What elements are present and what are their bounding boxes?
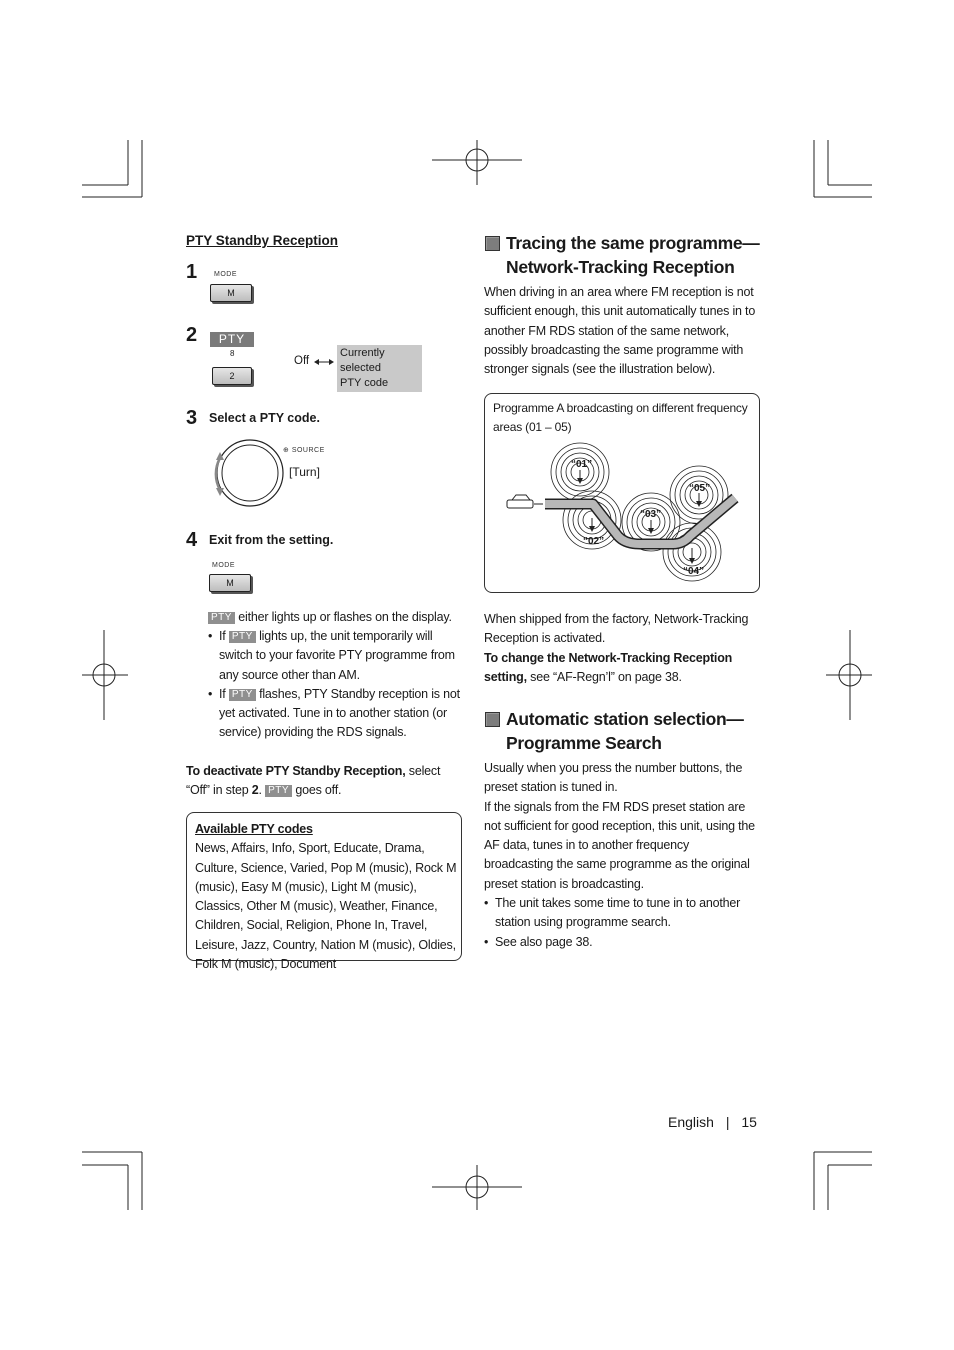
station-01-label: “01” [571, 459, 593, 470]
pty-badge: PTY [208, 612, 235, 624]
page-footer [668, 1114, 757, 1130]
step-3-number: 3 [186, 407, 198, 429]
currently-selected-box [337, 345, 422, 392]
preset-2-button[interactable]: 2 [212, 367, 252, 385]
bullet-prefix: If [219, 686, 226, 701]
mode-button-2[interactable]: M [209, 574, 251, 592]
illustration-caption: Programme A broadcasting on different frequency areas (01 – 05) [493, 401, 748, 434]
station-02-label: “02” [583, 536, 605, 547]
section-1-title-line-2: Network-Tracking Reception [506, 257, 735, 277]
box-line-1: Currently selected [340, 347, 385, 374]
deactivate-step: 2 [251, 783, 259, 798]
mode-button[interactable]: M [210, 284, 252, 302]
pty-bullets [208, 627, 465, 743]
change-setting-text: see “AF-Regn’l” on page 38. [530, 670, 682, 685]
bullet-prefix: If [219, 629, 226, 643]
turn-label: [Turn] [289, 465, 320, 479]
pty-badge: PTY [265, 785, 292, 797]
deactivate-bold: To deactivate PTY Standby Reception, [186, 764, 406, 778]
step-4-number: 4 [186, 529, 198, 551]
step-1-number: 1 [186, 261, 198, 283]
section-1-body: When driving in an area where FM reception is not sufficient enough, this unit automatically tunes in to another FM RDS station of the same network, possibly broadcasting the same programme with stronger signals (see the illustration below). [484, 285, 756, 377]
list-item [208, 627, 465, 685]
mode-label-2: MODE [212, 562, 235, 569]
station-05-label: “05” [689, 483, 711, 494]
deactivate-text: select “Off” in step [186, 764, 441, 798]
box-line-2: PTY code [340, 377, 389, 389]
car-icon [507, 495, 533, 508]
off-option: Off [294, 355, 310, 367]
section-square-icon [485, 712, 500, 727]
section-2-body [484, 759, 759, 952]
pty-codes-list: News, Affairs, Info, Sport, Educate, Drama, Culture, Science, Varied, Pop M (music), Rock M (music), Easy M (music), Light M (music), Classics, Other M (music), Weather, Finance, Children, Social, Religion, Phone In, Travel, Leisure, Jazz, Country, Nation M (music), Oldies, Folk M (music), Document [195, 841, 457, 972]
pty-codes-content [195, 820, 457, 974]
indicator-description: either lights up or flashes on the display. [238, 610, 452, 624]
bullet-text: lights up, the unit temporarily will switch to your favorite PTY programme from any source other than AM. [219, 629, 455, 682]
mode-label: MODE [214, 271, 237, 278]
frequency-areas-diagram [485, 440, 757, 590]
pty-codes-title: Available PTY codes [195, 822, 313, 836]
deactivate-text-2: goes off. [295, 783, 342, 798]
bullet-text: flashes, PTY Standby reception is not yet activated. Tune in to another station (or service) providing the RDS signals. [219, 686, 460, 740]
change-setting-note [484, 649, 759, 688]
source-label: ⊕ SOURCE [283, 447, 325, 454]
toggle-arrow-icon [314, 357, 334, 367]
control-dial-icon[interactable] [206, 436, 286, 514]
pty-indicator-text [208, 608, 463, 627]
section-1-title-line-1: Tracing the same programme— [506, 233, 760, 253]
footer-language: English [668, 1114, 714, 1130]
section-2-title-line-1: Automatic station selection— [506, 709, 744, 729]
pty-badge: PTY [229, 631, 256, 643]
page-number: 15 [741, 1114, 757, 1130]
section-2-paragraph-2: If the signals from the FM RDS preset station are not sufficient for good reception, this unit, using the AF data, tunes in to another frequency broadcasting the same programme as the original preset station is broadcasting. [484, 799, 755, 891]
section-square-icon [485, 236, 500, 251]
source-text: SOURCE [291, 447, 325, 454]
section-2-title-line-2: Programme Search [506, 733, 662, 753]
section-2-title [506, 707, 766, 755]
section-2-paragraph-1: Usually when you press the number buttons, the preset station is tuned in. [484, 761, 743, 795]
step-2-number: 2 [186, 324, 198, 346]
station-03-label: “03” [640, 509, 662, 520]
deactivate-note: To deactivate PTY Standby Reception, select “Off” in step 2. PTY goes off. [186, 764, 441, 798]
list-item [208, 685, 465, 743]
station-04-label: “04” [683, 566, 705, 577]
change-setting-bold: To change the Network-Tracking Reception setting, [484, 651, 733, 685]
pty-badge: PTY [229, 689, 256, 701]
list-item: • See also page 38. [484, 933, 759, 952]
footer-separator: | [725, 1114, 730, 1130]
pty-display-indicator: PTY [210, 332, 254, 347]
step-3-label: Select a PTY code. [209, 411, 320, 425]
preset-small-number: 8 [230, 349, 235, 358]
pty-standby-header: PTY Standby Reception [186, 233, 339, 248]
section-1-title [506, 231, 766, 279]
step-4-label: Exit from the setting. [209, 533, 334, 547]
list-item: • The unit takes some time to tune in to another station using programme search. [484, 894, 759, 933]
shipped-note: When shipped from the factory, Network-Tracking Reception is activated. [484, 612, 749, 646]
